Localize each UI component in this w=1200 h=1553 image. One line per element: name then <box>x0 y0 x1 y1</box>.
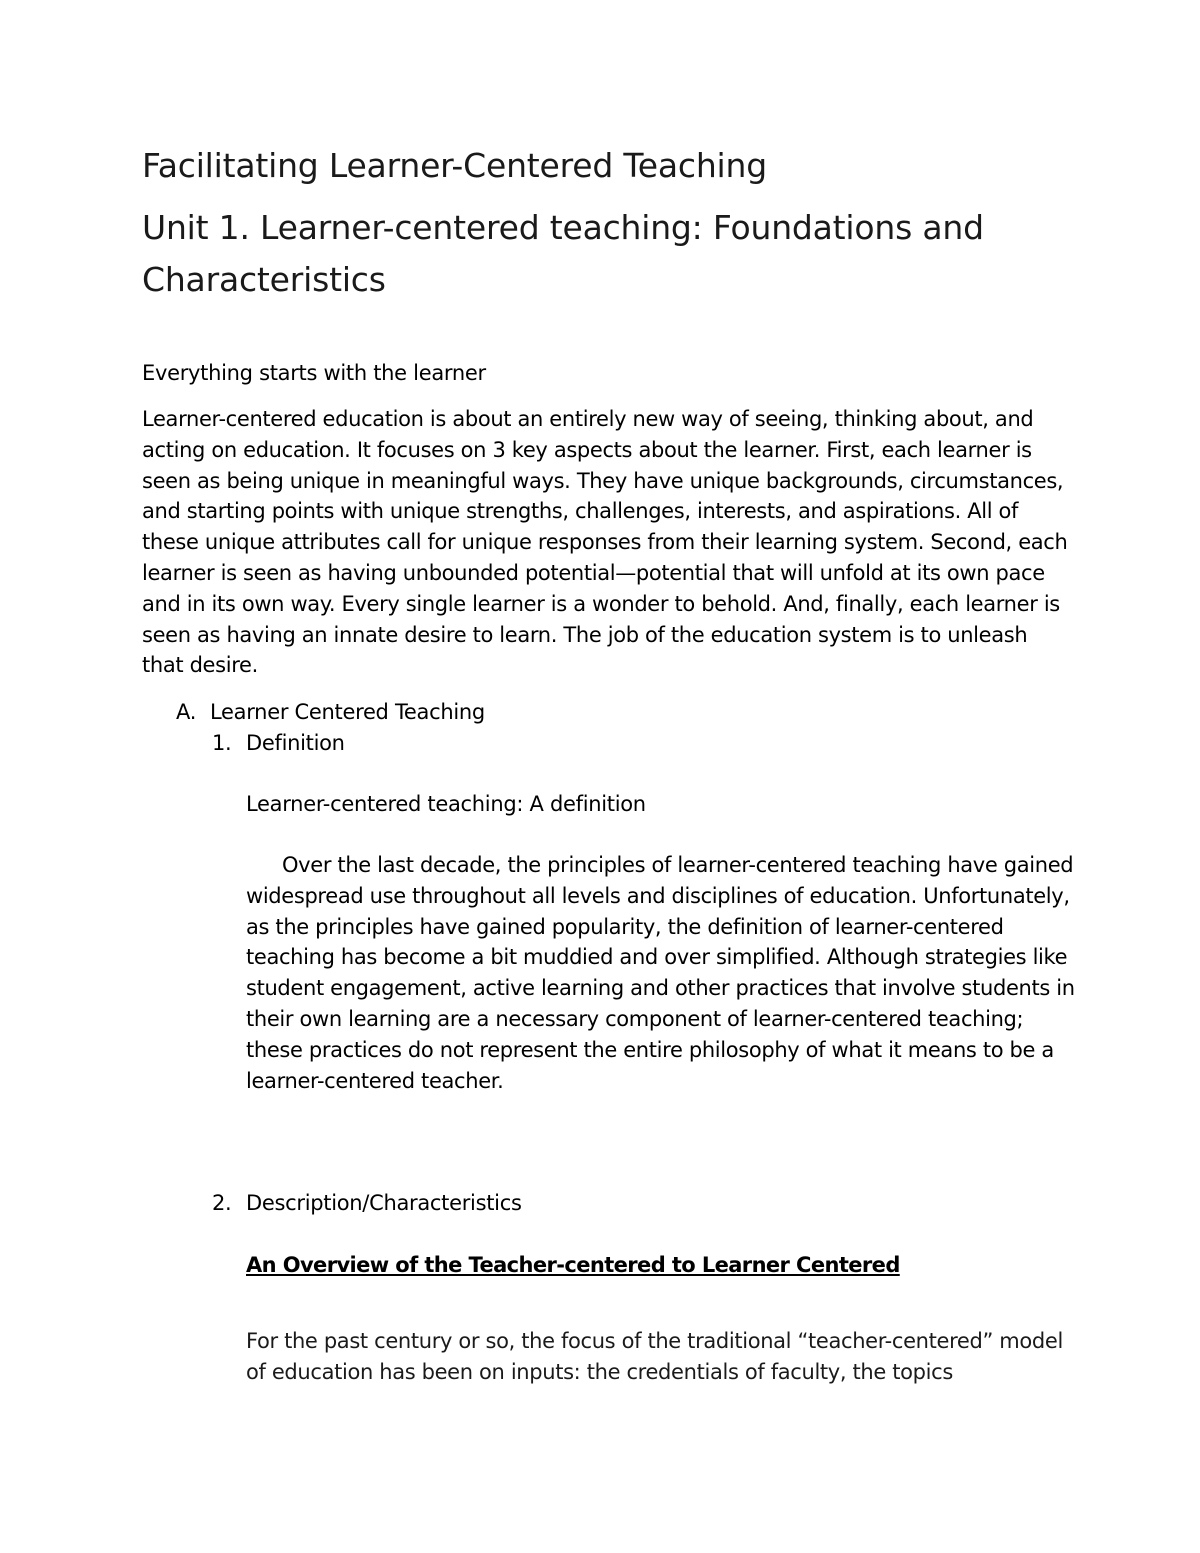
definition-paragraph: Over the last decade, the principles of learner-centered teaching have gained widespread use throughout all levels and disciplines of education. Unfortunately, as the principles have gained popularity, the definition of learner-centered teaching has become a bit muddied and over simplified. Although strategies like student engagement, active learning and other practices that involve students in their own learning are a necessary component of learner-centered teaching; these practices do not represent the entire philosophy of what it means to be a learner-centered teacher. <box>246 853 1075 1093</box>
overview-subheading: An Overview of the Teacher-centered to Learner Centered <box>246 1253 900 1277</box>
outline-item-1 <box>212 728 345 758</box>
intro-heading: Everything starts with the learner <box>142 361 486 385</box>
outline-item-1-marker: 1. <box>212 731 232 755</box>
outline-item-a-label: Learner Centered Teaching <box>210 700 485 724</box>
document-title: Facilitating Learner-Centered Teaching <box>142 146 767 185</box>
outline-item-a-marker: A. <box>176 700 197 724</box>
intro-paragraph: Learner-centered education is about an entirely new way of seeing, thinking about, and acting on education. It focuses on 3 key aspects about the learner. First, each learner is seen as being unique in meaningful ways. They have unique backgrounds, circumstances, and starting points with unique strengths, challenges, interests, and aspirations. All of these unique attributes call for unique responses from their learning system. Second, each learner is seen as having unbounded potential—potential that will unfold at its own pace and in its own way. Every single learner is a wonder to behold. And, finally, each learner is seen as having an innate desire to learn. The job of the education system is to unleash that desire. <box>142 407 1068 678</box>
outline-item-1-label: Definition <box>246 731 345 755</box>
definition-subheading: Learner-centered teaching: A definition <box>246 792 646 816</box>
unit-heading: Unit 1. Learner-centered teaching: Foundations and Characteristics <box>142 208 984 299</box>
outline-item-2-marker: 2. <box>212 1191 232 1215</box>
outline-item-a <box>176 697 485 727</box>
outline-item-2-label: Description/Characteristics <box>246 1191 522 1215</box>
overview-paragraph: For the past century or so, the focus of the traditional “teacher-centered” model of education has been on inputs: the credentials of faculty, the topics <box>246 1329 1063 1384</box>
outline-item-2 <box>212 1188 522 1218</box>
